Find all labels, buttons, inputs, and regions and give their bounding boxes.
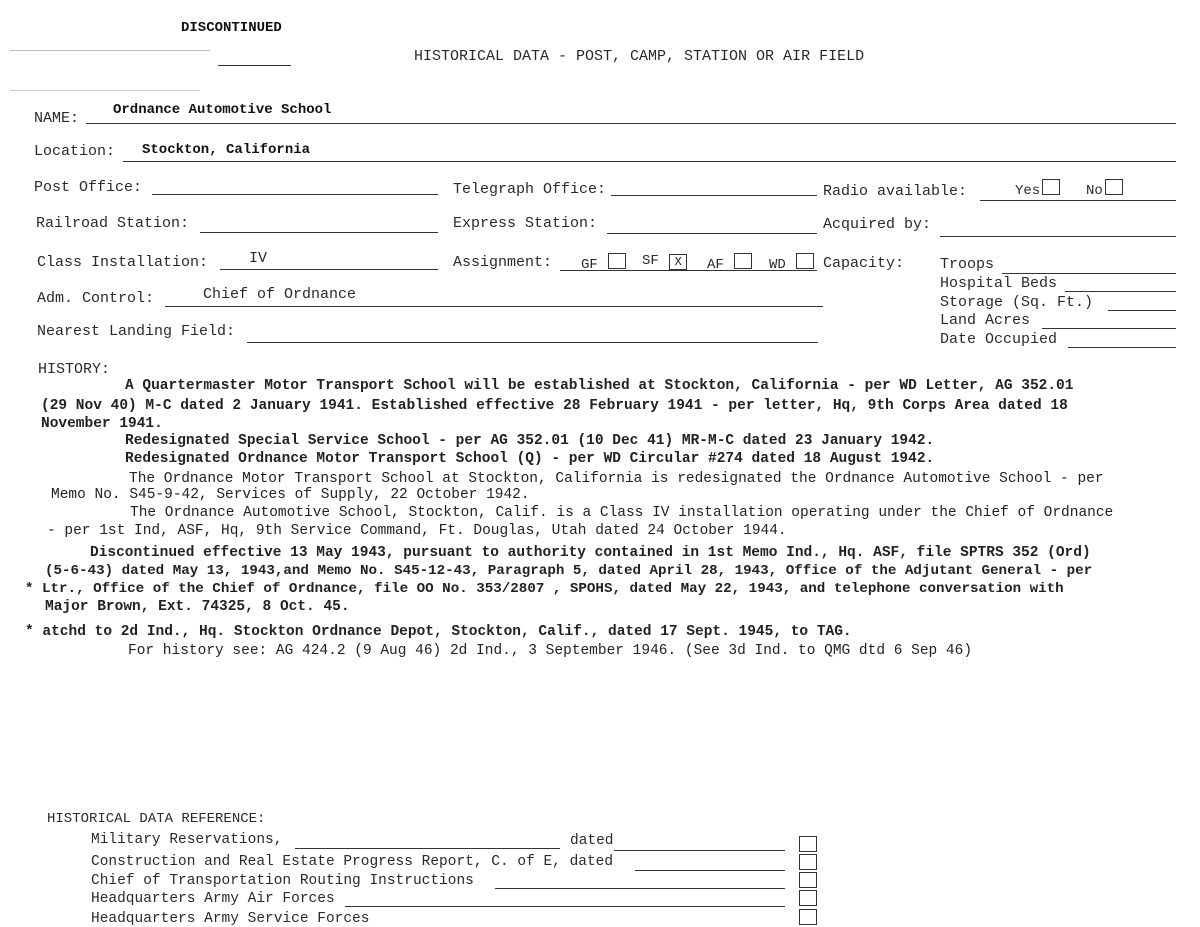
capacity-storage-line (1108, 310, 1176, 311)
adm-control-field-line (165, 306, 823, 307)
post-office-label: Post Office: (34, 179, 143, 196)
radio-field-line (980, 200, 1176, 201)
scan-artifact-line (10, 50, 210, 51)
history-line-6: The Ordnance Motor Transport School at Stockton, California is redesignated the Ordnance Automotive School - per (129, 471, 1104, 487)
discontinued-underline (218, 65, 291, 66)
reference-label: HISTORICAL DATA REFERENCE: (47, 811, 266, 827)
reference-item-army-service-forces: Headquarters Army Service Forces (91, 911, 370, 927)
nearest-landing-field-line (247, 342, 818, 343)
reference-checkbox-5[interactable] (799, 909, 817, 925)
scan-artifact-line (10, 90, 200, 91)
capacity-hospital-beds-label: Hospital Beds (940, 275, 1058, 292)
history-line-12: * Ltr., Office of the Chief of Ordnance, file OO No. 353/2807 , SPOHS, dated May 22, 1943, and telephone conversation with (25, 581, 1064, 597)
reference-item-construction-report-line (635, 870, 785, 871)
reference-checkbox-3[interactable] (799, 872, 817, 888)
radio-no-label: No (1086, 183, 1103, 199)
radio-available-label: Radio available: (823, 183, 968, 200)
adm-control-label: Adm. Control: (37, 290, 155, 307)
history-line-3: November 1941. (41, 416, 163, 432)
acquired-by-field-line (940, 236, 1176, 237)
nearest-landing-field-label: Nearest Landing Field: (37, 323, 236, 340)
assignment-sf-checkbox[interactable]: X (669, 254, 687, 270)
capacity-storage-label: Storage (Sq. Ft.) (940, 294, 1094, 311)
assignment-label: Assignment: (453, 254, 553, 271)
assignment-af[interactable] (707, 253, 752, 273)
radio-yes-option[interactable] (1015, 179, 1060, 199)
reference-item-military-reservations-line (295, 848, 560, 849)
class-installation-field-line (220, 269, 438, 270)
capacity-label: Capacity: (823, 255, 905, 272)
assignment-gf-checkbox[interactable] (608, 253, 626, 269)
history-line-13: Major Brown, Ext. 74325, 8 Oct. 45. (45, 599, 350, 615)
history-line-8: The Ordnance Automotive School, Stockton, Calif. is a Class IV installation operating under the Chief of Ordnance (130, 505, 1114, 521)
assignment-sf[interactable] (642, 253, 687, 270)
assignment-wd[interactable] (769, 253, 814, 273)
reference-checkbox-4[interactable] (799, 890, 817, 906)
assignment-wd-label: WD (769, 257, 786, 273)
reference-item-army-air-forces: Headquarters Army Air Forces (91, 891, 335, 907)
capacity-date-occupied-label: Date Occupied (940, 331, 1058, 348)
reference-dated-line (614, 850, 785, 851)
assignment-wd-checkbox[interactable] (796, 253, 814, 269)
reference-dated-label: dated (570, 833, 614, 849)
history-line-9: - per 1st Ind, ASF, Hq, 9th Service Command, Ft. Douglas, Utah dated 24 October 1944. (47, 523, 787, 539)
name-value: Ordnance Automotive School (113, 102, 332, 118)
location-label: Location: (34, 143, 116, 160)
reference-item-transportation-routing-line (495, 888, 785, 889)
name-field-line (86, 123, 1176, 124)
discontinued-stamp: DISCONTINUED (181, 20, 282, 36)
reference-item-construction-report: Construction and Real Estate Progress Report, C. of E, dated (91, 854, 614, 870)
location-field-line (123, 161, 1176, 162)
assignment-af-checkbox[interactable] (734, 253, 752, 269)
history-line-14: * atchd to 2d Ind., Hq. Stockton Ordnance Depot, Stockton, Calif., dated 17 Sept. 1945, to TAG. (25, 624, 852, 640)
railroad-station-field-line (200, 232, 438, 233)
reference-item-transportation-routing: Chief of Transportation Routing Instructions (91, 873, 474, 889)
location-value: Stockton, California (142, 142, 311, 158)
express-station-field-line (607, 233, 817, 234)
reference-checkbox-1[interactable] (799, 836, 817, 852)
history-line-4: Redesignated Special Service School - per AG 352.01 (10 Dec 41) MR-M-C dated 23 January 1942. (125, 433, 935, 449)
capacity-land-acres-line (1042, 328, 1176, 329)
assignment-af-label: AF (707, 257, 724, 273)
radio-no-checkbox[interactable] (1105, 179, 1123, 195)
post-office-field-line (152, 194, 438, 195)
telegraph-office-label: Telegraph Office: (453, 181, 607, 198)
adm-control-value: Chief of Ordnance (203, 286, 357, 303)
reference-checkbox-2[interactable] (799, 854, 817, 870)
form-title: HISTORICAL DATA - POST, CAMP, STATION OR AIR FIELD (414, 48, 865, 65)
capacity-hospital-beds-line (1065, 291, 1176, 292)
telegraph-office-field-line (611, 195, 817, 196)
history-line-7: Memo No. S45-9-42, Services of Supply, 22 October 1942. (51, 487, 530, 503)
class-installation-label: Class Installation: (37, 254, 209, 271)
name-label: NAME: (34, 110, 80, 127)
reference-item-military-reservations: Military Reservations, (91, 832, 283, 848)
history-line-5: Redesignated Ordnance Motor Transport School (Q) - per WD Circular #274 dated 18 August 1942. (125, 451, 935, 467)
history-line-15: For history see: AG 424.2 (9 Aug 46) 2d Ind., 3 September 1946. (See 3d Ind. to QMG dtd 6 Sep 46) (128, 643, 973, 659)
capacity-troops-label: Troops (940, 256, 995, 273)
assignment-gf-label: GF (581, 257, 598, 273)
radio-no-option[interactable] (1086, 179, 1123, 199)
assignment-gf[interactable] (581, 253, 626, 273)
history-line-11: (5-6-43) dated May 13, 1943,and Memo No. S45-12-43, Paragraph 5, dated April 28, 1943, Office of the Adjutant General - per (45, 563, 1093, 579)
radio-yes-checkbox[interactable] (1042, 179, 1060, 195)
railroad-station-label: Railroad Station: (36, 215, 190, 232)
reference-item-army-air-forces-line (345, 906, 785, 907)
history-label: HISTORY: (38, 361, 111, 378)
class-installation-value: IV (249, 250, 268, 267)
capacity-date-occupied-line (1068, 347, 1176, 348)
assignment-sf-label: SF (642, 253, 659, 269)
express-station-label: Express Station: (453, 215, 598, 232)
capacity-land-acres-label: Land Acres (940, 312, 1031, 329)
history-line-2: (29 Nov 40) M-C dated 2 January 1941. Established effective 28 February 1941 - per letter, Hq, 9th Corps Area dated 18 (41, 398, 1068, 414)
history-line-10: Discontinued effective 13 May 1943, pursuant to authority contained in 1st Memo Ind., Hq. ASF, file SPTRS 352 (Ord) (90, 545, 1091, 561)
capacity-troops-line (1002, 273, 1176, 274)
acquired-by-label: Acquired by: (823, 216, 932, 233)
history-line-1: A Quartermaster Motor Transport School will be established at Stockton, California - per WD Letter, AG 352.01 (125, 378, 1074, 394)
radio-yes-label: Yes (1015, 183, 1041, 199)
